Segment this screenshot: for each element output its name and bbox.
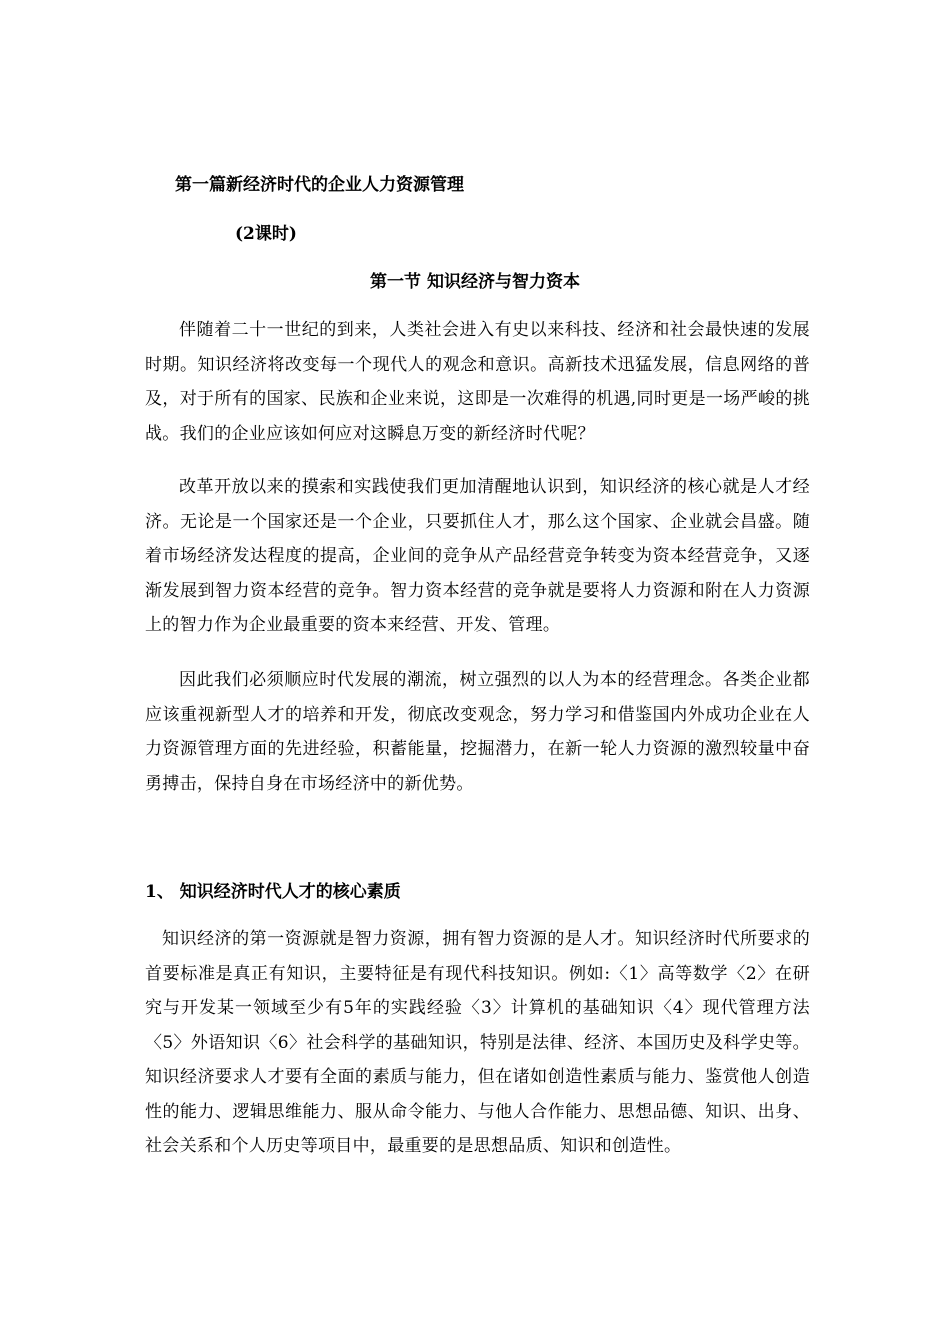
document-subtitle: (2课时): [235, 224, 297, 244]
document-title: 第一篇新经济时代的企业人力资源管理: [175, 175, 464, 195]
numbered-heading: 1、 知识经济时代人才的核心素质: [145, 882, 401, 902]
body-paragraph-1: 伴随着二十一世纪的到来，人类社会进入有史以来科技、经济和社会最快速的发展时期。知识经济将改变每一个现代人的观念和意识。高新技术迅猛发展，信息网络的普及，对于所有的国家、民族和企业来说，这即是一次难得的机遇,同时更是一场严峻的挑战。我们的企业应该如何应对这瞬息万变的新经济时代呢？: [145, 320, 810, 444]
body-paragraph-3: 因此我们必须顺应时代发展的潮流，树立强烈的以人为本的经营理念。各类企业都应该重视新型人才的培养和开发，彻底改变观念，努力学习和借鉴国内外成功企业在人力资源管理方面的先进经验，积蓄能量，挖掘潜力，在新一轮人力资源的激烈较量中奋勇搏击，保持自身在市场经济中的新优势。: [145, 670, 810, 794]
body-paragraph-4: 知识经济的第一资源就是智力资源，拥有智力资源的是人才。知识经济时代所要求的首要标准是真正有知识，主要特征是有现代科技知识。例如:〈1〉高等数学〈2〉在研究与开发某一领域至少有5年的实践经验〈3〉计算机的基础知识〈4〉现代管理方法〈5〉外语知识〈6〉社会科学的基础知识，特别是法律、经济、本国历史及科学史等。知识经济要求人才要有全面的素质与能力，但在诸如创造性素质与能力、鉴赏他人创造性的能力、逻辑思维能力、服从命令能力、与他人合作能力、思想品德、知识、出身、社会关系和个人历史等项目中，最重要的是思想品质、知识和创造性。: [145, 929, 810, 1156]
section-title: 第一节 知识经济与智力资本: [370, 272, 580, 292]
body-paragraph-2: 改革开放以来的摸索和实践使我们更加清醒地认识到，知识经济的核心就是人才经济。无论是一个国家还是一个企业，只要抓住人才，那么这个国家、企业就会昌盛。随着市场经济发达程度的提高，企业间的竞争从产品经营竞争转变为资本经营竞争，又逐渐发展到智力资本经营的竞争。智力资本经营的竞争就是要将人力资源和附在人力资源上的智力作为企业最重要的资本来经营、开发、管理。: [145, 477, 810, 635]
